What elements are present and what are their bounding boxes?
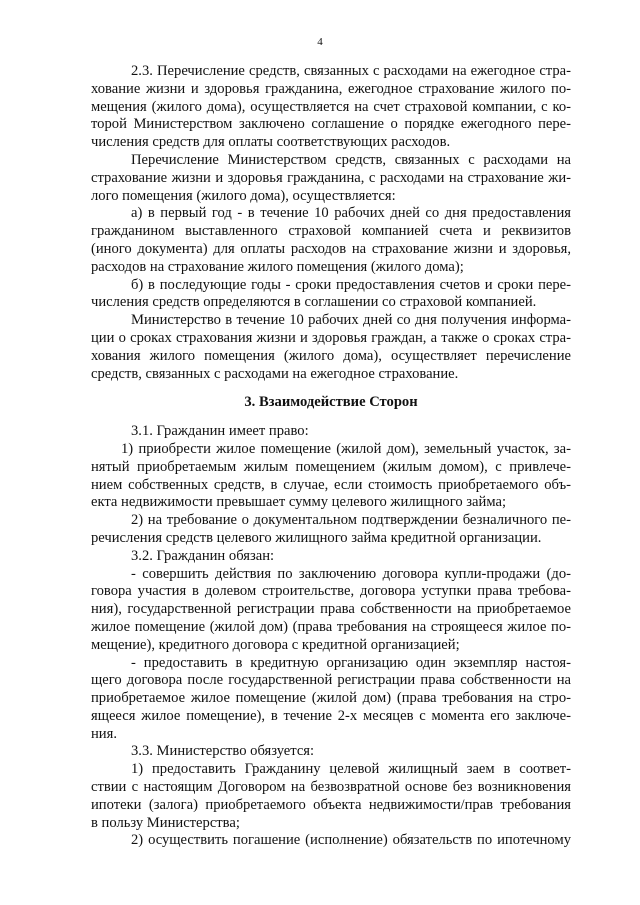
paragraph-3-1-1 bbox=[91, 441, 571, 512]
text-line: Министерство в течение 10 рабочих дней со дня получения информа- bbox=[131, 312, 571, 329]
page-number: 4 bbox=[317, 36, 323, 48]
text-line: 1) приобрести жилое помещение (жилой дом), земельный участок, за- bbox=[121, 440, 571, 457]
paragraph-2-3 bbox=[91, 63, 571, 152]
paragraph-next-years bbox=[91, 277, 571, 313]
text-line: ствии с настоящим Договором на безвозвратной основе без возникновения bbox=[91, 779, 571, 796]
text-line: средств, связанных с расходами на ежегодное страхование. bbox=[91, 365, 459, 382]
text-line: мещения (жилого дома), осуществляется на счет страховой компании, с ко- bbox=[91, 98, 571, 115]
paragraph-3-1 bbox=[91, 423, 571, 441]
text-line: числения средств для оплаты соответствующих расходов. bbox=[91, 134, 451, 151]
document-body bbox=[91, 63, 571, 850]
text-line: ции о сроках страхования жизни и здоровья граждан, а также о сроках стра- bbox=[91, 329, 571, 346]
paragraph-ministry-transfer bbox=[91, 312, 571, 383]
text-line: говора участия в долевом строительстве, договора уступки права требова- bbox=[91, 583, 571, 600]
text-line: гражданином выставленного страховой компанией счета и реквизитов bbox=[91, 223, 571, 240]
text-line: 2) на требование о документальном подтверждении безналичного пе- bbox=[131, 512, 571, 529]
text-line: нятый приобретаемым жилым помещением (жилым домом), с привлече- bbox=[91, 458, 571, 475]
text-line: лого помещения (жилого дома), осуществляется: bbox=[91, 187, 396, 204]
text-line: жилое помещение (жилой дом) (права требования на строящееся жилое по- bbox=[91, 618, 571, 635]
paragraph-3-2-a bbox=[91, 566, 571, 655]
text-line: мещение), кредитного договора с кредитной организацией; bbox=[91, 636, 460, 653]
paragraph-3-1-2 bbox=[91, 512, 571, 548]
text-line: б) в последующие годы - сроки предоставления счетов и сроки пере- bbox=[131, 276, 571, 293]
text-line: в пользу Министерства; bbox=[91, 814, 240, 831]
text-line: щего договора после государственной регистрации права собственности на bbox=[91, 672, 571, 689]
text-line: - предоставить в кредитную организацию один экземпляр настоя- bbox=[131, 654, 571, 671]
text-line: 1) предоставить Гражданину целевой жилищный заем в соответ- bbox=[131, 761, 571, 778]
paragraph-3-2-b bbox=[91, 655, 571, 744]
text-line: числения средств определяются в соглашении со страховой компанией. bbox=[91, 294, 537, 311]
paragraph-3-3 bbox=[91, 743, 571, 761]
text-line: ния), государственной регистрации права собственности на приобретаемое bbox=[91, 601, 571, 618]
paragraph-first-year bbox=[91, 205, 571, 276]
text-line: Перечисление Министерством средств, связанных с расходами на bbox=[131, 151, 571, 168]
paragraph-3-3-2 bbox=[91, 832, 571, 850]
text-line: нием собственных средств, в случае, если стоимость приобретаемого объ- bbox=[91, 476, 571, 493]
paragraph-transfer bbox=[91, 152, 571, 205]
text-line: речисления средств целевого жилищного займа кредитной организации. bbox=[91, 529, 542, 546]
text-line: 3.1. Гражданин имеет право: bbox=[131, 423, 309, 440]
text-line: хование жизни и здоровья гражданина, ежегодное страхование жилого по- bbox=[91, 80, 571, 97]
text-line: а) в первый год - в течение 10 рабочих дней со дня предоставления bbox=[131, 205, 571, 222]
paragraph-3-2 bbox=[91, 548, 571, 566]
text-line: ипотеки (залога) приобретаемого объекта недвижимости/прав требования bbox=[91, 796, 571, 813]
text-line: (иного документа) для оплаты расходов на страхование жизни и здоровья, bbox=[91, 240, 571, 257]
section-heading: 3. Взаимодействие Сторон bbox=[244, 394, 418, 411]
text-line: торой Министерством заключено соглашение о порядке ежегодного пере- bbox=[91, 116, 571, 133]
text-line: 2.3. Перечисление средств, связанных с расходами на ежегодное стра- bbox=[131, 63, 571, 79]
text-line: приобретаемое жилое помещение (жилой дом) (права требования на стро- bbox=[91, 690, 571, 707]
text-line: - совершить действия по заключению договора купли-продажи (до- bbox=[131, 565, 571, 582]
paragraph-3-3-1 bbox=[91, 761, 571, 832]
text-line: ящееся жилое помещение), в течение 2-х месяцев с момента его заключе- bbox=[91, 707, 571, 724]
text-line: 3.3. Министерство обязуется: bbox=[131, 743, 315, 760]
text-line: расходов на страхование жилого помещения (жилого дома); bbox=[91, 258, 464, 275]
text-line: 2) осуществить погашение (исполнение) обязательств по ипотечному bbox=[131, 832, 571, 849]
text-line: ния. bbox=[91, 725, 117, 742]
text-line: екта недвижимости превышает сумму целевого жилищного займа; bbox=[91, 494, 507, 511]
text-line: хования жилого помещения (жилого дома), осуществляет перечисление bbox=[91, 347, 571, 364]
text-line: страхование жизни и здоровья гражданина, с расходами на страхование жи- bbox=[91, 169, 571, 186]
text-line: 3.2. Гражданин обязан: bbox=[131, 547, 275, 564]
